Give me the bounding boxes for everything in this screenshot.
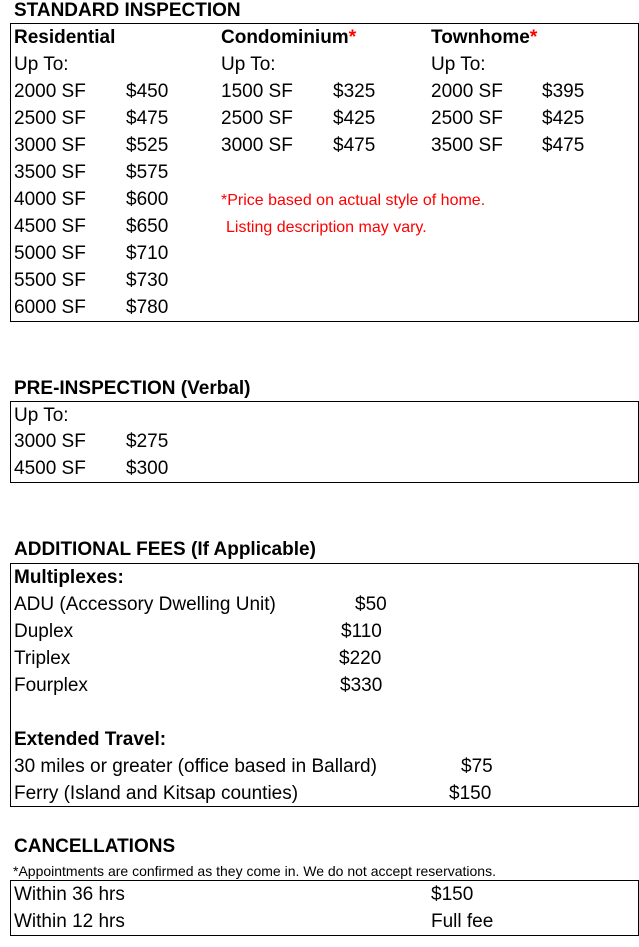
condominium-up-to-label: Up To: — [221, 54, 276, 75]
style-note: *Price based on actual style of home. — [221, 192, 486, 209]
multiplex-fee: $110 — [341, 621, 382, 642]
residential-size: 3000 SF — [14, 135, 86, 156]
townhome-heading-text: Townhome — [431, 27, 530, 48]
residential-price: $450 — [126, 81, 169, 102]
condominium-price: $475 — [333, 135, 376, 156]
residential-size: 5000 SF — [14, 243, 86, 264]
travel-type: Ferry (Island and Kitsap counties) — [14, 783, 299, 804]
residential-size: 5500 SF — [14, 270, 86, 291]
residential-price: $780 — [126, 297, 169, 318]
section-title-standard-inspection: STANDARD INSPECTION — [14, 0, 241, 21]
pre-size: 4500 SF — [14, 458, 86, 479]
residential-size: 4000 SF — [14, 189, 86, 210]
townhome-up-to-label: Up To: — [431, 54, 486, 75]
townhome-heading — [431, 27, 537, 49]
multiplexes-heading: Multiplexes: — [14, 567, 124, 588]
residential-price: $475 — [126, 108, 169, 129]
travel-fee: $75 — [461, 756, 493, 777]
section-title-cancellations: CANCELLATIONS — [14, 836, 176, 857]
residential-price: $525 — [126, 135, 169, 156]
residential-up-to-label: Up To: — [14, 54, 69, 75]
standard-inspection-box — [10, 23, 639, 322]
condominium-size: 3000 SF — [221, 135, 293, 156]
condominium-heading — [221, 27, 356, 49]
residential-size: 4500 SF — [14, 216, 86, 237]
residential-price: $600 — [126, 189, 169, 210]
section-title-pre-inspection: PRE-INSPECTION (Verbal) — [14, 378, 251, 399]
travel-heading: Extended Travel: — [14, 729, 167, 750]
condominium-heading-text: Condominium — [221, 27, 349, 48]
listing-note: Listing description may vary. — [226, 219, 427, 236]
townhome-price: $425 — [542, 108, 585, 129]
cancellation-note: *Appointments are confirmed as they come in. We do not accept reservations. — [13, 863, 496, 879]
asterisk: * — [529, 27, 538, 48]
townhome-size: 2000 SF — [431, 81, 503, 102]
condominium-price: $325 — [333, 81, 376, 102]
cancellation-window: Within 12 hrs — [14, 911, 125, 932]
pre-price: $300 — [126, 458, 169, 479]
condominium-size: 1500 SF — [221, 81, 293, 102]
townhome-size: 3500 SF — [431, 135, 503, 156]
multiplex-type: Duplex — [14, 621, 74, 642]
pre-inspection-box — [10, 401, 639, 483]
residential-heading: Residential — [14, 27, 116, 48]
residential-price: $650 — [126, 216, 169, 237]
cancellation-fee: Full fee — [431, 911, 494, 932]
multiplex-fee: $330 — [340, 675, 383, 696]
residential-size: 3500 SF — [14, 162, 86, 183]
residential-price: $575 — [126, 162, 169, 183]
pre-up-to-label: Up To: — [14, 405, 69, 426]
condominium-size: 2500 SF — [221, 108, 293, 129]
residential-price: $730 — [126, 270, 169, 291]
multiplex-fee: $220 — [339, 648, 382, 669]
multiplex-type: Fourplex — [14, 675, 88, 696]
pre-price: $275 — [126, 431, 169, 452]
residential-price: $710 — [126, 243, 169, 264]
travel-fee: $150 — [449, 783, 492, 804]
multiplex-type: Triplex — [14, 648, 71, 669]
condominium-price: $425 — [333, 108, 376, 129]
travel-type: 30 miles or greater (office based in Ballard) — [14, 756, 377, 777]
section-title-additional-fees: ADDITIONAL FEES (If Applicable) — [14, 539, 316, 560]
residential-size: 2500 SF — [14, 108, 86, 129]
townhome-price: $475 — [542, 135, 585, 156]
residential-size: 2000 SF — [14, 81, 86, 102]
multiplex-type: ADU (Accessory Dwelling Unit) — [14, 594, 276, 615]
asterisk: * — [348, 27, 357, 48]
cancellation-window: Within 36 hrs — [14, 884, 125, 905]
townhome-price: $395 — [542, 81, 585, 102]
cancellation-fee: $150 — [431, 884, 474, 905]
residential-size: 6000 SF — [14, 297, 86, 318]
multiplex-fee: $50 — [355, 594, 387, 615]
pre-size: 3000 SF — [14, 431, 86, 452]
townhome-size: 2500 SF — [431, 108, 503, 129]
